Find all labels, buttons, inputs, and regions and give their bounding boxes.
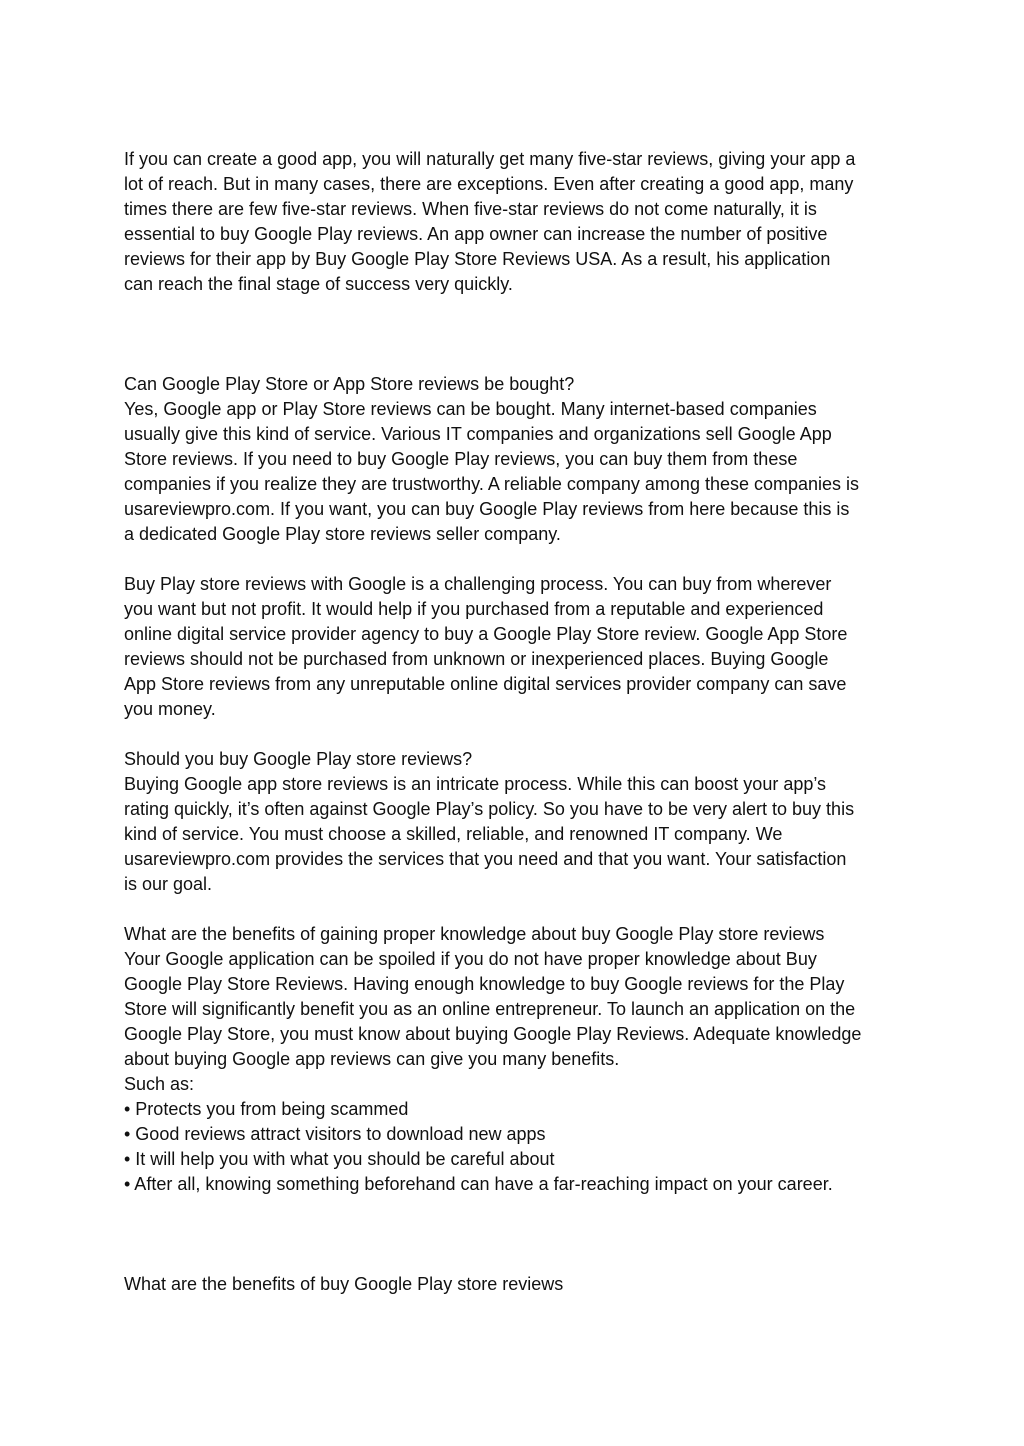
bullet-item: • After all, knowing something beforehand can have a far-reaching impact on your career.: [124, 1174, 833, 1194]
benefits-heading: What are the benefits of buy Google Play store reviews: [124, 1274, 564, 1294]
can-buy-section: [124, 372, 904, 547]
intro-line: reviews for their app by Buy Google Play Store Reviews USA. As a result, his application: [124, 249, 831, 269]
intro-line: times there are few five-star reviews. When five-star reviews do not come naturally, it is: [124, 199, 817, 219]
challenging-line: reviews should not be purchased from unknown or inexperienced places. Buying Google: [124, 649, 829, 669]
knowledge-line: Google Play Store, you must know about buying Google Play Reviews. Adequate knowledge: [124, 1024, 862, 1044]
can-buy-heading: Can Google Play Store or App Store reviews be bought?: [124, 374, 575, 394]
benefits-section: [124, 1272, 904, 1297]
knowledge-line: Google Play Store Reviews. Having enough knowledge to buy Google reviews for the Play: [124, 974, 845, 994]
knowledge-line: Store will significantly benefit you as an online entrepreneur. To launch an application on the: [124, 999, 856, 1019]
challenging-line: Buy Play store reviews with Google is a challenging process. You can buy from wherever: [124, 574, 832, 594]
blank-line: [124, 897, 904, 922]
should-buy-line: usareviewpro.com provides the services that you need and that you want. Your satisfaction: [124, 849, 847, 869]
intro-paragraph: [124, 147, 904, 297]
intro-line: If you can create a good app, you will naturally get many five-star reviews, giving your app a: [124, 149, 856, 169]
bullet-item: • Good reviews attract visitors to download new apps: [124, 1124, 546, 1144]
challenging-line: you money.: [124, 699, 216, 719]
knowledge-line: Your Google application can be spoiled if you do not have proper knowledge about Buy: [124, 949, 817, 969]
intro-line: can reach the final stage of success very quickly.: [124, 274, 513, 294]
blank-space: [124, 1197, 904, 1272]
can-buy-line: Store reviews. If you need to buy Google Play reviews, you can buy them from these: [124, 449, 798, 469]
should-buy-section: [124, 747, 904, 897]
knowledge-heading: What are the benefits of gaining proper knowledge about buy Google Play store reviews: [124, 924, 825, 944]
can-buy-line: a dedicated Google Play store reviews seller company.: [124, 524, 561, 544]
document-body: [124, 147, 904, 1297]
should-buy-heading: Should you buy Google Play store reviews?: [124, 749, 473, 769]
blank-space: [124, 297, 904, 372]
bullet-item: • Protects you from being scammed: [124, 1099, 409, 1119]
intro-line: essential to buy Google Play reviews. An app owner can increase the number of positive: [124, 224, 828, 244]
blank-line: [124, 722, 904, 747]
such-as-label: Such as:: [124, 1074, 195, 1094]
bullet-item: • It will help you with what you should be careful about: [124, 1149, 555, 1169]
should-buy-line: rating quickly, it’s often against Google Play’s policy. So you have to be very alert to buy this: [124, 799, 855, 819]
should-buy-line: Buying Google app store reviews is an intricate process. While this can boost your app’s: [124, 774, 827, 794]
challenging-line: App Store reviews from any unreputable online digital services provider company can save: [124, 674, 847, 694]
intro-line: lot of reach. But in many cases, there are exceptions. Even after creating a good app, many: [124, 174, 854, 194]
can-buy-line: usareviewpro.com. If you want, you can buy Google Play reviews from here because this is: [124, 499, 850, 519]
knowledge-section: [124, 922, 904, 1197]
challenging-paragraph: [124, 572, 904, 722]
should-buy-line: is our goal.: [124, 874, 213, 894]
can-buy-line: companies if you realize they are trustworthy. A reliable company among these companies is: [124, 474, 860, 494]
challenging-line: you want but not profit. It would help if you purchased from a reputable and experienced: [124, 599, 824, 619]
should-buy-line: kind of service. You must choose a skilled, reliable, and renowned IT company. We: [124, 824, 783, 844]
can-buy-line: usually give this kind of service. Various IT companies and organizations sell Google App: [124, 424, 832, 444]
can-buy-line: Yes, Google app or Play Store reviews can be bought. Many internet-based companies: [124, 399, 817, 419]
challenging-line: online digital service provider agency to buy a Google Play Store review. Google App Store: [124, 624, 848, 644]
blank-line: [124, 547, 904, 572]
knowledge-line: about buying Google app reviews can give you many benefits.: [124, 1049, 620, 1069]
